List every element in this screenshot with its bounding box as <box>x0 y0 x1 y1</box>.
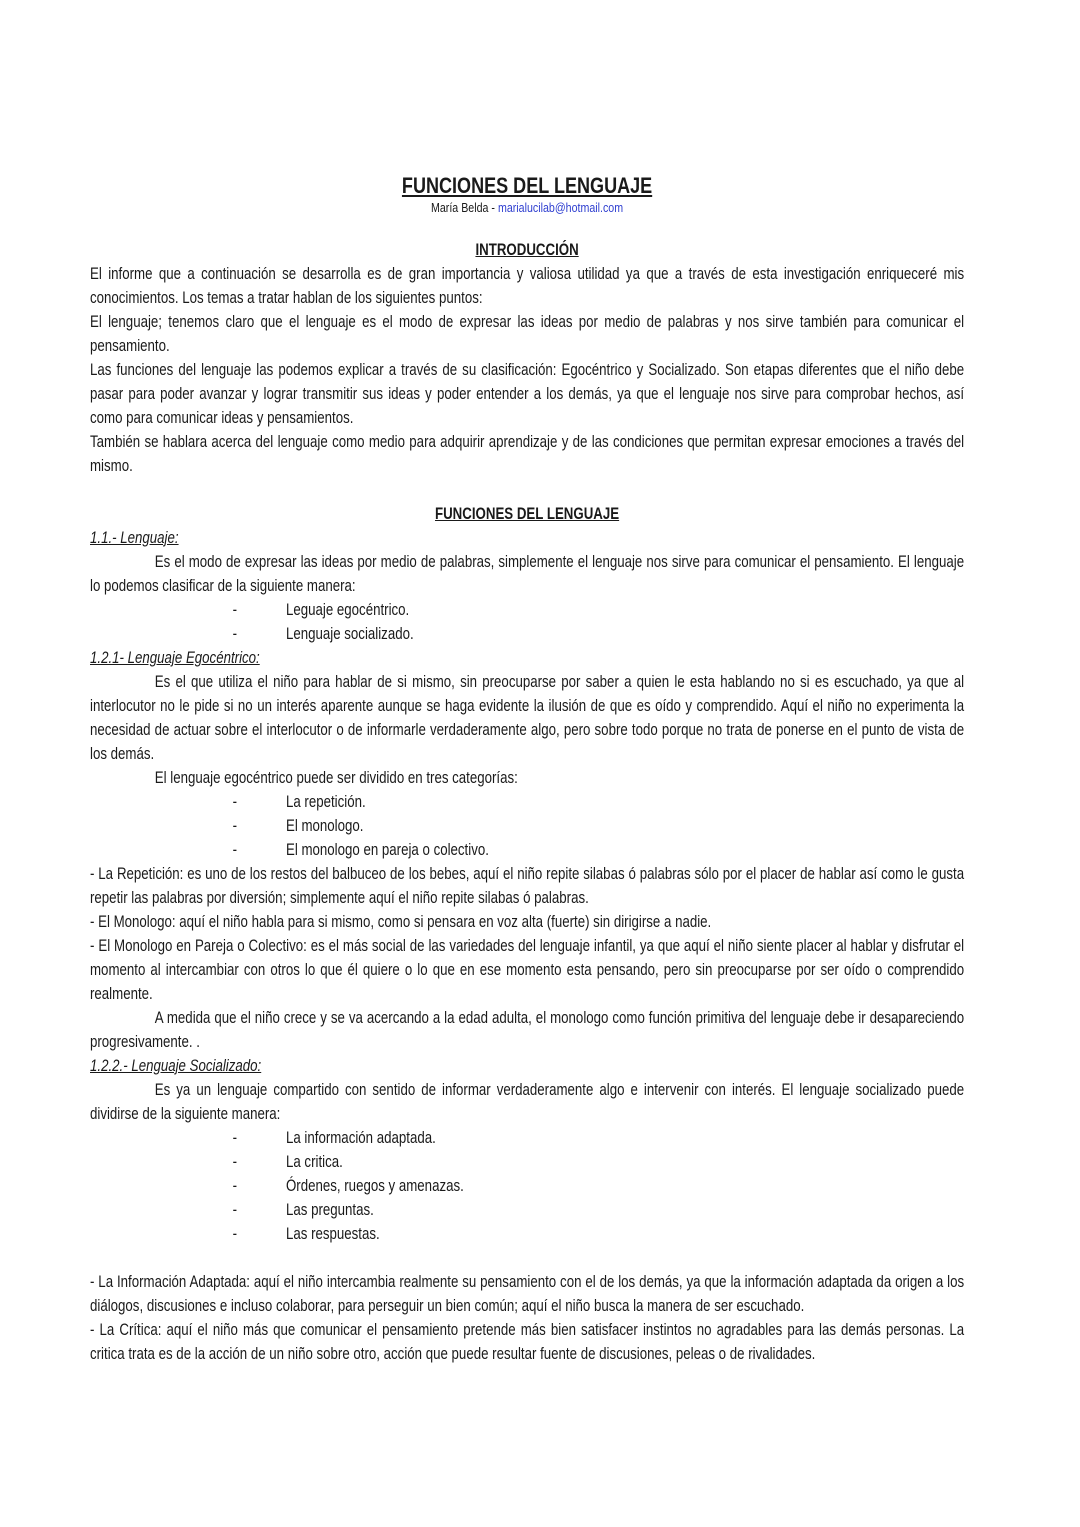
bullet-dash: - <box>232 1177 238 1195</box>
bullet-dash: - <box>232 817 238 835</box>
subsection-heading-1-1: 1.1.- Lenguaje: <box>90 529 179 547</box>
list-item <box>90 790 964 814</box>
list-item <box>90 1126 964 1150</box>
author-email-link[interactable]: marialucilab@hotmail.com <box>497 200 624 215</box>
subsection-heading-1-2-2: 1.2.2.- Lenguaje Socializado: <box>90 1057 262 1075</box>
list-item-text: Las respuestas. <box>285 1225 380 1243</box>
list-item-text: El monologo en pareja o colectivo. <box>285 841 489 859</box>
list-item <box>90 598 964 622</box>
intro-paragraph: El lenguaje; tenemos claro que el lenguaje es el modo de expresar las ideas por medio de palabras y nos sirve también para comunicar el pensamiento. <box>90 313 965 355</box>
detail-paragraph: - La Crítica: aquí el niño más que comunicar el pensamiento pretende más bien satisfacer instintos no agradables para las demás personas. La critica trata es de la acción de un niño sobre otro, acción que puede resultar fuente de discusiones, peleas o de rivalidades. <box>90 1321 965 1363</box>
section-heading: FUNCIONES DEL LENGUAJE <box>434 505 620 523</box>
detail-paragraph: - La Repetición: es uno de los restos del balbuceo de los bebes, aquí el niño repite silabas ó palabras sólo por el placer de hablar así como le gusta repetir las palabras por diversión; simplemente aquí el niño repite silabas ó palabras. <box>90 865 965 907</box>
list-item-text: Órdenes, ruegos y amenazas. <box>285 1177 464 1195</box>
egocentric-categories-list <box>90 790 964 862</box>
list-item <box>90 1222 964 1246</box>
list-item <box>90 838 964 862</box>
list-item-text: El monologo. <box>285 817 364 835</box>
subsection-heading-1-2-1: 1.2.1- Lenguaje Egocéntrico: <box>90 649 260 667</box>
list-item-text: Lenguaje socializado. <box>285 625 414 643</box>
list-item <box>90 1198 964 1222</box>
socialized-types-list <box>90 1126 964 1246</box>
paragraph: El lenguaje egocéntrico puede ser dividido en tres categorías: <box>154 769 518 787</box>
bullet-dash: - <box>232 1153 238 1171</box>
spacer <box>90 1246 964 1270</box>
language-types-list <box>90 598 964 646</box>
list-item <box>90 1174 964 1198</box>
list-item-text: La información adaptada. <box>285 1129 436 1147</box>
list-item-text: Leguaje egocéntrico. <box>285 601 410 619</box>
paragraph: A medida que el niño crece y se va acercando a la edad adulta, el monologo como función primitiva del lenguaje debe ir desapareciendo progresivamente. . <box>90 1009 965 1051</box>
list-item-text: La critica. <box>285 1153 343 1171</box>
document-title: FUNCIONES DEL LENGUAJE <box>401 173 653 198</box>
bullet-dash: - <box>232 793 238 811</box>
list-item <box>90 622 964 646</box>
bullet-dash: - <box>232 841 238 859</box>
bullet-dash: - <box>232 625 238 643</box>
paragraph: Es el modo de expresar las ideas por medio de palabras, simplemente el lenguaje nos sirve para comunicar el pensamiento. El lenguaje lo podemos clasificar de la siguiente manera: <box>90 553 965 595</box>
document-page <box>90 172 964 1366</box>
intro-paragraph: Las funciones del lenguaje las podemos explicar a través de su clasificación: Egocéntrico y Socializado. Son etapas diferentes que el niño debe pasar para poder avanzar y lograr transmitir sus ideas y poder entender a los demás, ya que el lenguaje nos sirve para comprobar hechos, así como para comunicar ideas y pensamientos. <box>90 361 965 427</box>
bullet-dash: - <box>232 1225 238 1243</box>
intro-heading: INTRODUCCIÓN <box>475 241 579 259</box>
author-line <box>90 200 964 216</box>
list-item <box>90 1150 964 1174</box>
paragraph: Es el que utiliza el niño para hablar de si mismo, sin preocuparse por saber a quien le esta hablando no si es escuchado, ya que al interlocutor no le pide si no un interés aparente aunque se haga evidente la ilusión de que es oído y comprendido. Aquí el niño no experimenta la necesidad de actuar sobre el interlocutor o de informarle verdaderamente algo, pero sobre todo porque no trata de ponerse en el punto de vista de los demás. <box>90 673 965 763</box>
bullet-dash: - <box>232 1201 238 1219</box>
detail-paragraph: - El Monologo en Pareja o Colectivo: es el más social de las variedades del lenguaje infantil, ya que aquí el niño siente placer al hablar y disfrutar el momento al intercambiar con otros lo que él quiere o lo que en ese momento esta pensando, pero sin preocuparse por ser oído o comprendido realmente. <box>90 937 965 1003</box>
detail-paragraph: - El Monologo: aquí el niño habla para si mismo, como si pensara en voz alta (fuerte) sin dirigirse a nadie. <box>90 913 712 931</box>
bullet-dash: - <box>232 601 238 619</box>
paragraph: Es ya un lenguaje compartido con sentido de informar verdaderamente algo e intervenir con interés. El lenguaje socializado puede dividirse de la siguiente manera: <box>90 1081 965 1123</box>
list-item <box>90 814 964 838</box>
list-item-text: La repetición. <box>285 793 366 811</box>
author-name: María Belda - <box>430 200 498 215</box>
detail-paragraph: - La Información Adaptada: aquí el niño intercambia realmente su pensamiento con el de los demás, ya que la información adaptada da origen a los diálogos, discusiones e incluso colaborar, para perseguir un bien común; aquí el niño busca la manera de ser escuchado. <box>90 1273 965 1315</box>
bullet-dash: - <box>232 1129 238 1147</box>
list-item-text: Las preguntas. <box>285 1201 374 1219</box>
intro-paragraph: También se hablara acerca del lenguaje como medio para adquirir aprendizaje y de las condiciones que permitan expresar emociones a través del mismo. <box>90 433 965 475</box>
intro-paragraph: El informe que a continuación se desarrolla es de gran importancia y valiosa utilidad ya que a través de esta investigación enriqueceré mis conocimientos. Los temas a tratar hablan de los siguientes puntos: <box>90 265 965 307</box>
